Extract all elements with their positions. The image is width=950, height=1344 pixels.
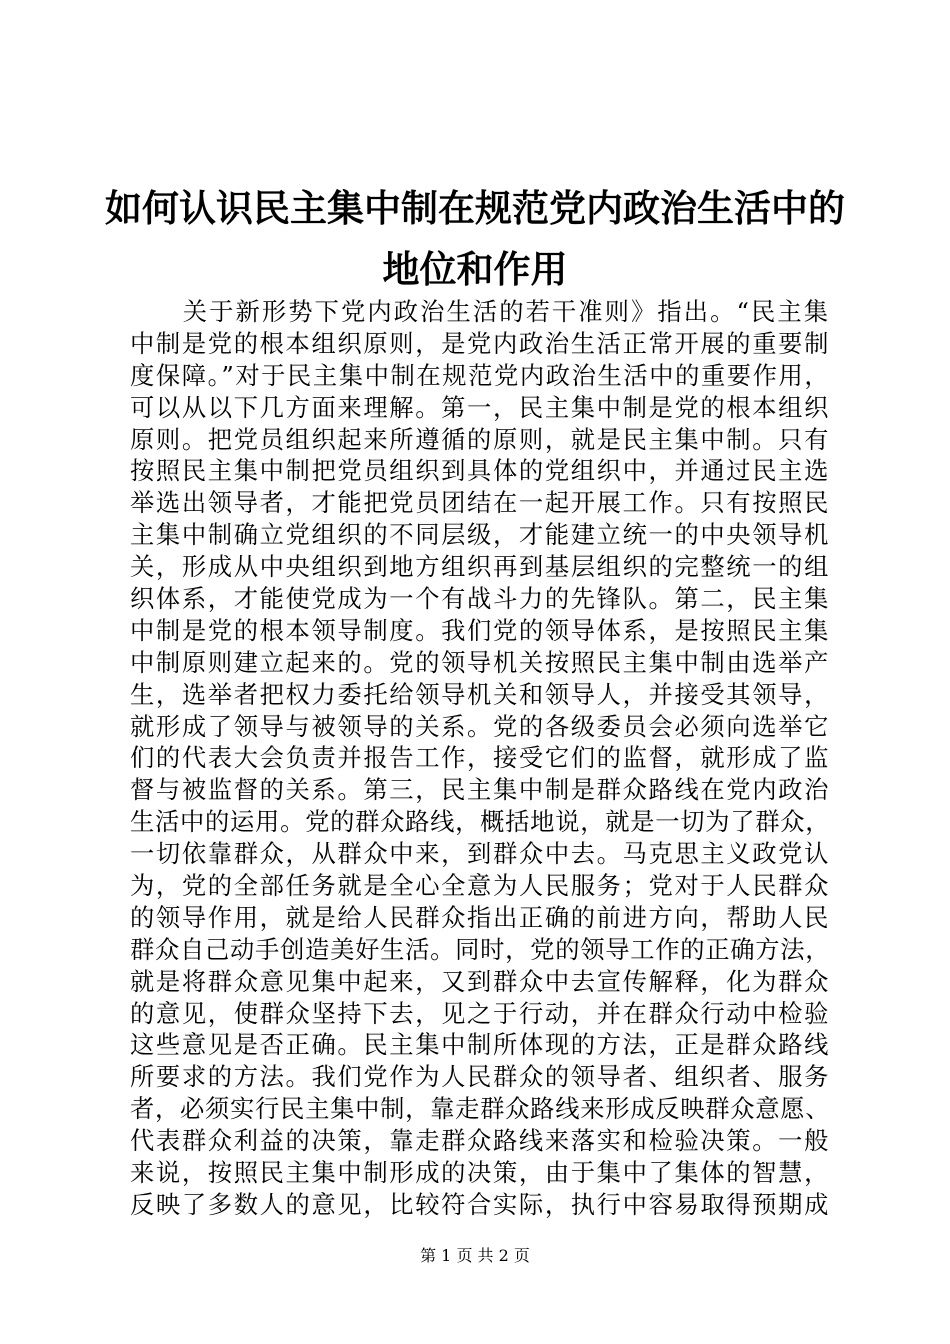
page-footer: 第 1 页 共 2 页 bbox=[420, 1246, 530, 1265]
body-line: 关，形成从中央组织到地方组织再到基层组织的完整统一的组 bbox=[130, 552, 831, 582]
document-title-line-1: 如何认识民主集中制在规范党内政治生活中的 bbox=[105, 186, 845, 230]
body-line: 反映了多数人的意见，比较符合实际，执行中容易取得预期成 bbox=[130, 1189, 831, 1219]
document-title-line-2: 地位和作用 bbox=[382, 247, 568, 291]
body-line: 督与被监督的关系。第三，民主集中制是群众路线在党内政治 bbox=[130, 775, 831, 805]
body-line: 中制原则建立起来的。党的领导机关按照民主集中制由选举产 bbox=[130, 647, 831, 677]
body-line: 中制是党的根本领导制度。我们党的领导体系，是按照民主集 bbox=[130, 615, 831, 645]
body-line: 中制是党的根本组织原则，是党内政治生活正常开展的重要制 bbox=[130, 328, 831, 358]
body-line: 们的代表大会负责并报告工作，接受它们的监督，就形成了监 bbox=[130, 743, 831, 773]
body-line: 一切依靠群众，从群众中来，到群众中去。马克思主义政党认 bbox=[130, 839, 831, 869]
body-line: 所要求的方法。我们党作为人民群众的领导者、组织者、服务 bbox=[130, 1062, 831, 1092]
body-line: 来说，按照民主集中制形成的决策，由于集中了集体的智慧， bbox=[130, 1158, 831, 1188]
body-line: 关于新形势下党内政治生活的若干准则》指出。“民主集 bbox=[130, 297, 831, 326]
body-line: 举选出领导者，才能把党员团结在一起开展工作。只有按照民 bbox=[130, 488, 831, 518]
body-line: 原则。把党员组织起来所遵循的原则，就是民主集中制。只有 bbox=[130, 424, 831, 454]
body-line: 主集中制确立党组织的不同层级，才能建立统一的中央领导机 bbox=[130, 520, 831, 550]
body-line: 就形成了领导与被领导的关系。党的各级委员会必须向选举它 bbox=[130, 711, 831, 741]
body-line: 的意见，使群众坚持下去，见之于行动，并在群众行动中检验 bbox=[130, 998, 831, 1028]
body-line: 生，选举者把权力委托给领导机关和领导人，并接受其领导， bbox=[130, 679, 831, 709]
body-line: 的领导作用，就是给人民群众指出正确的前进方向，帮助人民 bbox=[130, 902, 831, 932]
body-line: 为，党的全部任务就是全心全意为人民服务；党对于人民群众 bbox=[130, 871, 831, 901]
body-line: 代表群众利益的决策，靠走群众路线来落实和检验决策。一般 bbox=[130, 1126, 831, 1156]
body-line: 度保障。”对于民主集中制在规范党内政治生活中的重要作用， bbox=[130, 360, 831, 390]
body-line: 可以从以下几方面来理解。第一，民主集中制是党的根本组织 bbox=[130, 392, 831, 422]
body-line: 按照民主集中制把党员组织到具体的党组织中，并通过民主选 bbox=[130, 456, 831, 486]
body-line: 就是将群众意见集中起来，又到群众中去宣传解释，化为群众 bbox=[130, 966, 831, 996]
body-paragraph bbox=[130, 296, 830, 1221]
body-line: 织体系，才能使党成为一个有战斗力的先锋队。第二，民主集 bbox=[130, 584, 831, 614]
body-line: 群众自己动手创造美好生活。同时，党的领导工作的正确方法， bbox=[130, 934, 831, 964]
body-line: 者，必须实行民主集中制，靠走群众路线来形成反映群众意愿、 bbox=[130, 1094, 831, 1124]
body-line: 生活中的运用。党的群众路线，概括地说，就是一切为了群众， bbox=[130, 807, 831, 837]
body-line: 这些意见是否正确。民主集中制所体现的方法，正是群众路线 bbox=[130, 1030, 831, 1060]
